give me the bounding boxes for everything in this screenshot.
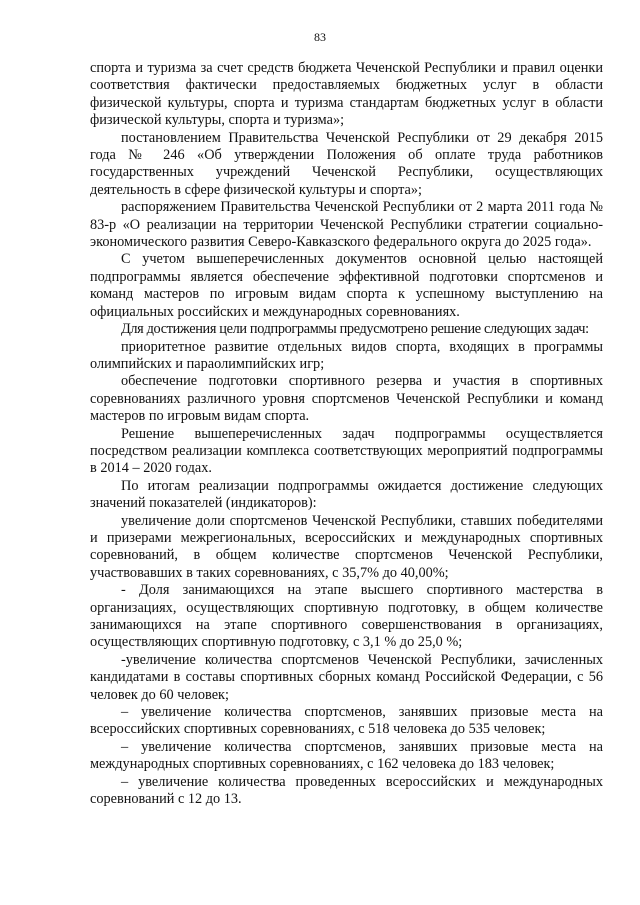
paragraph: -увеличение количества спортсменов Чеченской Республики, зачисленных кандидатами в составы спортивных сборных команд Российской Федерации, с 56 человек до 60 человек;	[90, 651, 603, 703]
document-body	[90, 60, 603, 808]
page-number: 83	[314, 30, 326, 44]
paragraph: Решение вышеперечисленных задач подпрограммы осуществляется посредством реализации комплекса соответствующих мероприятий подпрограммы в 2014 – 2020 годах.	[90, 425, 603, 477]
paragraph: увеличение доли спортсменов Чеченской Республики, ставших победителями и призерами межрегиональных, всероссийских и международных спортивных соревнований, в общем количестве спортсменов Чеченской Республики, участвовавших в таких соревнованиях, с 35,7% до 40,00%;	[90, 512, 603, 581]
paragraph: спорта и туризма за счет средств бюджета Чеченской Республики и правил оценки соответствия фактически предоставляемых бюджетных услуг в области физической культуры, спорта и туризма стандартам бюджетных услуг в области физической культуры, спорта и туризма»;	[90, 60, 603, 129]
paragraph: постановлением Правительства Чеченской Республики от 29 декабря 2015 года № 246 «Об утверждении Положения об оплате труда работников государственных учреждений Чеченской Республики, осуществляющих деятельность в сфере физической культуры и спорта»;	[90, 129, 603, 198]
paragraph: - Доля занимающихся на этапе высшего спортивного мастерства в организациях, осуществляющих спортивную подготовку, в общем количестве занимающихся на этапе спортивного совершенствования в организациях, осуществляющих спортивную подготовку, с 3,1 % до 25,0 %;	[90, 582, 603, 651]
paragraph: Для достижения цели подпрограммы предусмотрено решение следующих задач:	[121, 321, 589, 338]
paragraph: – увеличение количества спортсменов, занявших призовые места на всероссийских спортивных соревнованиях, с 518 человека до 535 человек;	[90, 704, 603, 738]
paragraph: С учетом вышеперечисленных документов основной целью настоящей подпрограммы является обеспечение эффективной подготовки спортсменов и команд мастеров по игровым видам спорта к успешному выступлению на официальных российских и международных соревнованиях.	[90, 251, 603, 320]
paragraph: распоряжением Правительства Чеченской Республики от 2 марта 2011 года № 83-р «О реализации на территории Чеченской Республики стратегии социально-экономического развития Северо-Кавказского федерального округа до 2025 года».	[90, 199, 603, 251]
paragraph: обеспечение подготовки спортивного резерва и участия в спортивных соревнованиях различного уровня спортсменов Чеченской Республики и команд мастеров по игровым видам спорта.	[90, 373, 603, 425]
paragraph: По итогам реализации подпрограммы ожидается достижение следующих значений показателей (индикаторов):	[90, 477, 603, 512]
paragraph: – увеличение количества проведенных всероссийских и международных соревнований с 12 до 13.	[90, 773, 603, 808]
paragraph: приоритетное развитие отдельных видов спорта, входящих в программы олимпийских и параолимпийских игр;	[90, 338, 603, 372]
paragraph: – увеличение количества спортсменов, занявших призовые места на международных спортивных соревнованиях, с 162 человека до 183 человек;	[90, 738, 603, 773]
